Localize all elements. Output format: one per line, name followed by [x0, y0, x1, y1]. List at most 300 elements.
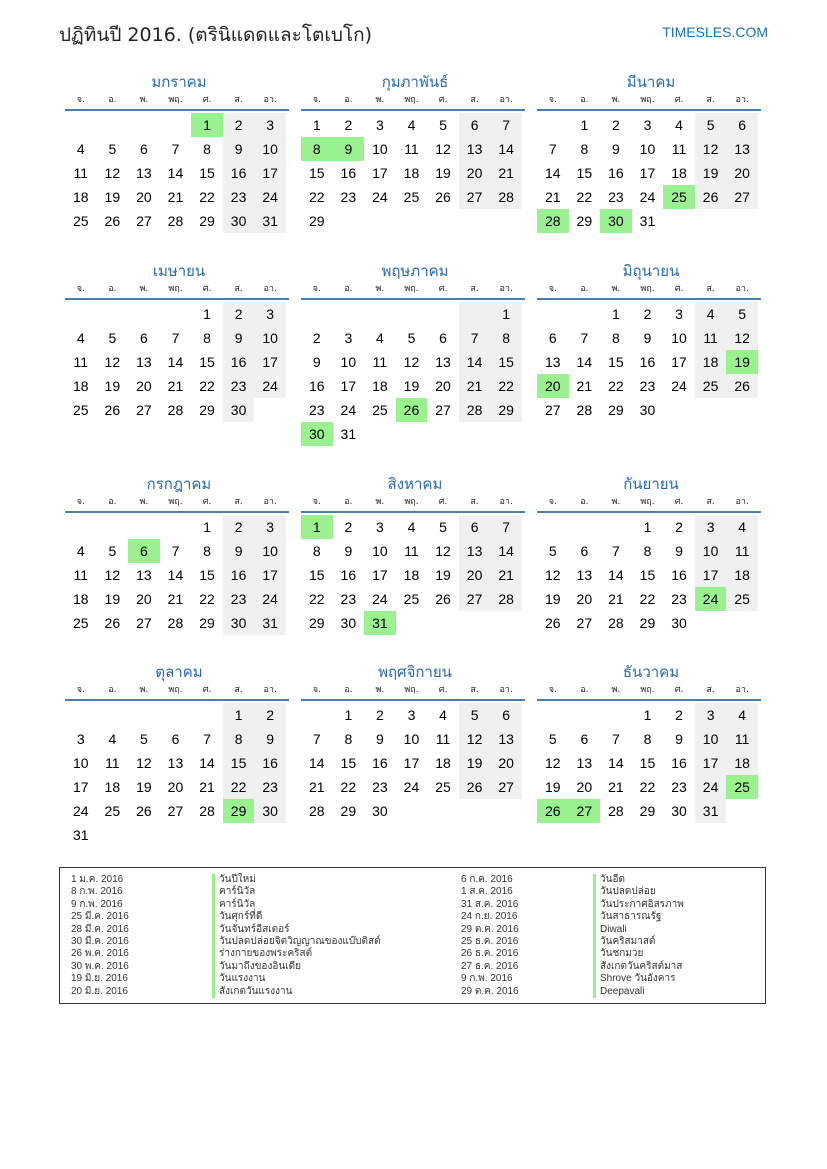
weekday-label: ศ.: [674, 497, 684, 507]
day-cell: 19: [403, 378, 420, 394]
day-cell: 31: [695, 799, 727, 823]
day-cell: 4: [439, 707, 447, 723]
day-cell: 8: [203, 330, 211, 346]
day-cell: 26: [435, 189, 451, 205]
day-cell: 13: [576, 567, 593, 583]
day-cell: 12: [104, 354, 121, 370]
day-cell: 24: [254, 185, 286, 209]
day-cell: 29: [308, 615, 325, 631]
day-cell: 25: [403, 189, 420, 205]
day-cell: 26: [104, 213, 121, 229]
weekday-label: อ.: [580, 95, 589, 105]
day-cell: 16: [639, 354, 656, 370]
day-cell: 26: [544, 615, 561, 631]
day-cell: 15: [340, 755, 357, 771]
legend-entry: วันชกมวย: [593, 948, 684, 960]
day-cell: 22: [199, 189, 215, 205]
day-cell: 7: [171, 141, 180, 157]
day-cell: 20: [167, 779, 184, 795]
weekday-label: พฤ.: [640, 95, 655, 105]
weekday-label: อ.: [108, 497, 117, 507]
weekday-label: จ.: [312, 95, 321, 105]
month-name: ตุลาคม: [155, 663, 203, 681]
legend-entry: คาร์นิวัล: [212, 886, 381, 898]
day-cell: 13: [726, 137, 758, 161]
empty-cell: [427, 302, 459, 326]
weekday-label: พ.: [139, 284, 149, 294]
holiday-day-cell: 24: [695, 587, 727, 611]
day-cell: 19: [695, 161, 727, 185]
weekday-header: [65, 93, 289, 111]
day-cell: 20: [459, 563, 491, 587]
day-cell: 9: [312, 354, 321, 370]
day-cell: 10: [403, 731, 420, 747]
weekday-label: พ.: [375, 95, 385, 105]
empty-cell: [600, 703, 632, 727]
weekday-label: อา.: [499, 685, 513, 695]
day-cell: 29: [576, 213, 593, 229]
day-cell: 4: [695, 302, 727, 326]
day-cell: 27: [490, 775, 522, 799]
day-cell: 23: [608, 189, 624, 205]
day-cell: 22: [608, 378, 624, 394]
weekday-header: [537, 495, 761, 513]
day-cell: 24: [372, 591, 388, 607]
day-cell: 26: [726, 374, 758, 398]
day-cell: 14: [544, 165, 561, 181]
day-cell: 2: [643, 306, 652, 322]
day-cell: 22: [576, 189, 593, 205]
weekday-label: อ.: [344, 284, 353, 294]
day-cell: 6: [459, 113, 491, 137]
day-cell: 26: [104, 402, 121, 418]
legend-entry: วันประกาศอิสรภาพ: [593, 899, 684, 911]
day-grid: [65, 515, 289, 635]
day-cell: 21: [459, 374, 491, 398]
legend-entry: 29 ต.ค. 2016: [461, 923, 519, 935]
day-cell: 22: [490, 374, 522, 398]
day-cell: 21: [576, 378, 593, 394]
day-cell: 18: [403, 567, 420, 583]
day-cell: 18: [72, 378, 89, 394]
day-cell: 4: [726, 515, 758, 539]
day-cell: 18: [726, 751, 758, 775]
day-cell: 2: [223, 515, 255, 539]
day-cell: 17: [403, 755, 420, 771]
weekday-label: ส.: [706, 497, 715, 507]
empty-cell: [364, 302, 396, 326]
day-cell: 2: [254, 703, 286, 727]
empty-cell: [128, 515, 160, 539]
day-cell: 18: [72, 189, 89, 205]
day-cell: 1: [490, 302, 522, 326]
day-cell: 13: [136, 567, 152, 583]
day-cell: 26: [435, 591, 451, 607]
day-cell: 27: [136, 615, 152, 631]
day-cell: 19: [104, 189, 121, 205]
day-cell: 25: [72, 402, 89, 418]
day-cell: 21: [167, 189, 184, 205]
holiday-day-cell: 29: [223, 799, 255, 823]
weekday-label: พฤ.: [640, 284, 655, 294]
day-cell: 28: [167, 615, 184, 631]
day-cell: 15: [199, 354, 215, 370]
day-cell: 17: [72, 779, 89, 795]
day-cell: 1: [223, 703, 255, 727]
day-cell: 10: [72, 755, 89, 771]
holiday-day-cell: 31: [364, 611, 396, 635]
day-cell: 30: [223, 611, 255, 635]
legend-entry: 30 มี.ค. 2016: [71, 935, 129, 947]
day-cell: 5: [108, 543, 117, 559]
legend-entry: 27 ธ.ค. 2016: [461, 960, 519, 972]
weekday-label: อ.: [344, 497, 353, 507]
weekday-header: [65, 495, 289, 513]
day-cell: 22: [639, 591, 656, 607]
day-cell: 30: [254, 799, 286, 823]
weekday-label: จ.: [76, 95, 85, 105]
day-cell: 24: [254, 374, 286, 398]
day-cell: 17: [254, 350, 286, 374]
day-cell: 25: [695, 374, 727, 398]
month-block: [67, 661, 291, 847]
month-name: กันยายน: [623, 475, 679, 493]
day-cell: 6: [548, 330, 557, 346]
day-grid: [301, 302, 525, 446]
day-cell: 7: [171, 330, 180, 346]
day-cell: 15: [308, 165, 325, 181]
month-block: [539, 260, 763, 422]
day-cell: 6: [140, 141, 148, 157]
month-block: [539, 661, 763, 823]
weekday-label: อา.: [263, 95, 277, 105]
month-block: [303, 473, 527, 635]
weekday-label: พฤ.: [168, 284, 183, 294]
day-cell: 22: [199, 378, 215, 394]
weekday-label: อา.: [263, 284, 277, 294]
day-cell: 6: [580, 731, 589, 747]
legend-entry: วันอีด: [593, 874, 684, 886]
weekday-label: ส.: [234, 284, 243, 294]
day-cell: 21: [199, 779, 215, 795]
day-cell: 2: [344, 519, 353, 535]
holiday-day-cell: 20: [537, 374, 569, 398]
day-cell: 12: [403, 354, 420, 370]
day-cell: 3: [675, 306, 683, 322]
day-cell: 14: [167, 354, 184, 370]
day-cell: 29: [340, 803, 357, 819]
day-cell: 22: [308, 591, 325, 607]
day-cell: 24: [639, 189, 656, 205]
weekday-label: ส.: [470, 95, 479, 105]
weekday-label: ศ.: [202, 284, 212, 294]
weekday-header: [537, 282, 761, 300]
legend-entry: วันแรงงาน: [212, 973, 381, 985]
legend-entry: 26 พ.ค. 2016: [71, 948, 129, 960]
month-name: เมษายน: [152, 262, 206, 280]
empty-cell: [65, 113, 97, 137]
day-cell: 18: [726, 563, 758, 587]
day-cell: 29: [490, 398, 522, 422]
month-block: [67, 260, 291, 422]
day-cell: 15: [223, 751, 255, 775]
day-cell: 3: [76, 731, 85, 747]
weekday-label: ส.: [706, 284, 715, 294]
day-cell: 5: [439, 117, 447, 133]
day-cell: 24: [372, 189, 388, 205]
day-cell: 11: [726, 727, 758, 751]
day-cell: 21: [608, 591, 624, 607]
day-cell: 28: [459, 398, 491, 422]
day-cell: 2: [344, 117, 353, 133]
day-cell: 23: [308, 402, 325, 418]
month-name: สิงหาคม: [387, 475, 443, 493]
day-cell: 5: [548, 731, 557, 747]
day-cell: 7: [580, 330, 589, 346]
day-cell: 11: [73, 354, 89, 370]
day-cell: 24: [403, 779, 420, 795]
legend-entry: 29 ต.ค. 2016: [461, 985, 519, 997]
legend-entry: คาร์นิวัล: [212, 899, 381, 911]
weekday-label: ศ.: [438, 95, 448, 105]
month-name: กรกฎาคม: [146, 475, 212, 493]
day-cell: 20: [435, 378, 451, 394]
weekday-header: [301, 683, 525, 701]
holiday-day-cell: 25: [726, 775, 758, 799]
holiday-day-cell: 1: [301, 515, 333, 539]
day-cell: 21: [544, 189, 561, 205]
day-cell: 6: [459, 515, 491, 539]
day-grid: [301, 113, 525, 233]
weekday-label: พ.: [139, 95, 149, 105]
weekday-label: อา.: [735, 497, 749, 507]
day-cell: 15: [199, 165, 215, 181]
day-cell: 16: [372, 755, 388, 771]
empty-cell: [160, 113, 192, 137]
day-cell: 15: [308, 567, 325, 583]
day-cell: 2: [223, 302, 255, 326]
weekday-label: จ.: [312, 497, 321, 507]
weekday-label: อ.: [108, 95, 117, 105]
weekday-label: ศ.: [202, 685, 212, 695]
day-cell: 27: [576, 615, 593, 631]
day-cell: 25: [403, 591, 420, 607]
weekday-label: ศ.: [674, 685, 684, 695]
day-cell: 25: [372, 402, 388, 418]
day-cell: 29: [199, 402, 215, 418]
day-cell: 7: [312, 731, 321, 747]
day-cell: 9: [643, 330, 652, 346]
day-cell: 19: [104, 378, 121, 394]
weekday-label: จ.: [76, 685, 85, 695]
day-cell: 3: [254, 113, 286, 137]
weekday-label: พฤ.: [404, 685, 419, 695]
day-cell: 20: [490, 751, 522, 775]
weekday-label: พ.: [375, 685, 385, 695]
weekday-label: อา.: [263, 497, 277, 507]
holiday-day-cell: 30: [301, 422, 333, 446]
day-cell: 14: [459, 350, 491, 374]
weekday-label: พ.: [611, 284, 621, 294]
legend-entry: วันคริสมาสต์: [593, 936, 684, 948]
day-cell: 14: [167, 165, 184, 181]
legend-entry: 31 ส.ค. 2016: [461, 898, 519, 910]
day-cell: 3: [695, 515, 727, 539]
empty-cell: [569, 703, 601, 727]
day-cell: 19: [544, 779, 561, 795]
day-cell: 21: [608, 779, 624, 795]
legend-entry: วันปีใหม่: [212, 874, 381, 886]
day-cell: 23: [223, 587, 255, 611]
day-cell: 16: [223, 563, 255, 587]
day-cell: 13: [459, 539, 491, 563]
day-cell: 17: [695, 751, 727, 775]
day-cell: 8: [580, 141, 589, 157]
day-cell: 8: [643, 543, 652, 559]
day-cell: 28: [167, 402, 184, 418]
day-cell: 6: [439, 330, 447, 346]
legend-dates-right: [461, 874, 519, 998]
legend-entry: วันสาธารณรัฐ: [593, 911, 684, 923]
weekday-label: อ.: [344, 95, 353, 105]
day-cell: 17: [671, 354, 687, 370]
holiday-day-cell: 6: [128, 539, 160, 563]
month-name: กุมภาพันธ์: [381, 73, 449, 91]
day-cell: 5: [726, 302, 758, 326]
holiday-day-cell: 19: [726, 350, 758, 374]
day-cell: 25: [726, 587, 758, 611]
day-cell: 15: [639, 567, 656, 583]
day-cell: 17: [254, 563, 286, 587]
day-cell: 14: [308, 755, 325, 771]
day-cell: 13: [435, 354, 451, 370]
weekday-label: จ.: [312, 685, 321, 695]
day-cell: 1: [203, 306, 211, 322]
empty-cell: [600, 515, 632, 539]
legend-entry: สังเกตวันแรงงาน: [212, 986, 381, 998]
day-cell: 7: [203, 731, 211, 747]
day-cell: 30: [223, 209, 255, 233]
day-cell: 1: [643, 707, 652, 723]
day-cell: 18: [104, 779, 121, 795]
day-cell: 27: [459, 185, 491, 209]
day-cell: 25: [104, 803, 121, 819]
legend-entry: 1 ส.ค. 2016: [461, 886, 513, 898]
day-cell: 11: [435, 731, 451, 747]
month-block: [303, 260, 527, 446]
day-cell: 11: [404, 141, 419, 157]
site-link[interactable]: TIMESLES.COM: [662, 24, 768, 40]
day-grid: [301, 515, 525, 635]
weekday-label: อา.: [263, 685, 277, 695]
empty-cell: [537, 515, 569, 539]
weekday-header: [65, 282, 289, 300]
day-cell: 16: [308, 378, 325, 394]
day-cell: 26: [104, 615, 121, 631]
weekday-label: อา.: [499, 284, 513, 294]
day-cell: 20: [136, 378, 152, 394]
day-cell: 10: [254, 137, 286, 161]
day-cell: 18: [695, 350, 727, 374]
day-cell: 14: [490, 137, 522, 161]
day-cell: 17: [254, 161, 286, 185]
day-cell: 8: [643, 731, 652, 747]
day-grid: [65, 302, 289, 422]
day-cell: 4: [76, 543, 85, 559]
day-cell: 14: [490, 539, 522, 563]
day-grid: [537, 703, 761, 823]
day-cell: 14: [167, 567, 184, 583]
day-cell: 27: [167, 803, 184, 819]
day-cell: 25: [72, 213, 89, 229]
day-cell: 16: [223, 161, 255, 185]
day-cell: 28: [167, 213, 184, 229]
day-cell: 4: [376, 330, 384, 346]
day-cell: 29: [608, 402, 624, 418]
day-cell: 20: [459, 161, 491, 185]
day-cell: 9: [254, 727, 286, 751]
day-cell: 26: [459, 775, 491, 799]
day-cell: 14: [608, 755, 624, 771]
day-cell: 28: [199, 803, 215, 819]
holiday-day-cell: 25: [663, 185, 695, 209]
day-cell: 24: [340, 402, 357, 418]
day-cell: 22: [340, 779, 357, 795]
day-cell: 16: [671, 755, 687, 771]
legend-entry: ร่างกายของพระคริสต์: [212, 948, 381, 960]
day-cell: 11: [726, 539, 758, 563]
weekday-label: จ.: [76, 284, 85, 294]
weekday-label: อา.: [735, 685, 749, 695]
day-cell: 10: [695, 539, 727, 563]
weekday-header: [301, 282, 525, 300]
weekday-label: พ.: [375, 284, 385, 294]
day-cell: 11: [73, 165, 89, 181]
day-cell: 30: [223, 398, 255, 422]
empty-cell: [459, 302, 491, 326]
day-cell: 3: [344, 330, 353, 346]
day-cell: 20: [576, 779, 593, 795]
day-cell: 10: [254, 326, 286, 350]
day-cell: 14: [608, 567, 624, 583]
legend-entry: 6 ก.ค. 2016: [461, 874, 513, 885]
weekday-label: พฤ.: [168, 685, 183, 695]
empty-cell: [128, 703, 160, 727]
day-cell: 9: [223, 137, 255, 161]
day-cell: 16: [340, 567, 357, 583]
weekday-label: อ.: [580, 497, 589, 507]
month-name: มีนาคม: [626, 73, 676, 91]
holiday-day-cell: 9: [333, 137, 365, 161]
day-cell: 12: [435, 141, 451, 157]
empty-cell: [333, 302, 365, 326]
holiday-day-cell: 26: [396, 398, 428, 422]
day-cell: 23: [223, 374, 255, 398]
day-cell: 16: [340, 165, 357, 181]
day-cell: 10: [695, 727, 727, 751]
weekday-header: [537, 93, 761, 111]
day-cell: 29: [639, 803, 656, 819]
day-cell: 10: [254, 539, 286, 563]
day-grid: [537, 113, 761, 233]
empty-cell: [160, 703, 192, 727]
day-cell: 18: [72, 591, 89, 607]
day-cell: 11: [73, 567, 89, 583]
day-cell: 2: [675, 707, 683, 723]
weekday-header: [301, 93, 525, 111]
day-cell: 31: [254, 209, 286, 233]
day-cell: 9: [344, 543, 353, 559]
